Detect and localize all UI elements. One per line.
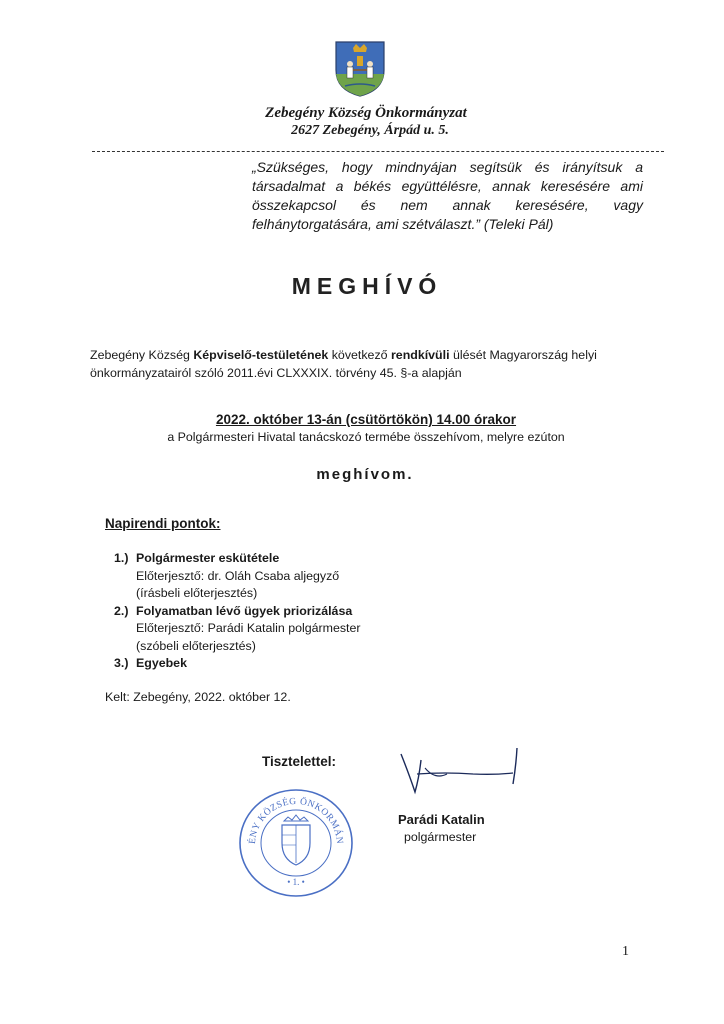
signer-title: polgármester [404, 830, 477, 844]
page-number: 1 [622, 944, 629, 959]
agenda-item-mode: (írásbeli előterjesztés) [136, 586, 258, 600]
closing-regards: Tisztelettel: [262, 754, 337, 769]
agenda-item-number: 3.) [114, 656, 129, 670]
header-divider [92, 151, 664, 152]
intro-paragraph [90, 346, 636, 382]
agenda-item [114, 550, 361, 603]
intro-text-2: következő [328, 348, 391, 362]
agenda-item [114, 655, 361, 673]
agenda-item-presenter: Előterjesztő: dr. Oláh Csaba aljegyző [136, 568, 340, 583]
motto-quote: „Szükséges, hogy mindnyájan segítsük és irányítsuk a társadalmat a békés együttélésre, annak keresésére ami összekapcsol és nem annak keresésére, vagy felhánytorgatására, ami szétválaszt.” (Teleki Pál) [252, 159, 643, 232]
municipal-coat-of-arms [333, 36, 387, 98]
intro-session-type: rendkívüli [390, 348, 450, 362]
invitation-word: meghívom. [316, 466, 414, 483]
agenda-heading: Napirendi pontok: [105, 516, 221, 531]
agenda-item [114, 603, 361, 656]
intro-text-3: ülését Magyarország helyi önkormányzatairól szóló 2011.évi CLXXXIX. törvény 45. §-a alapján [90, 348, 597, 380]
agenda-item-number: 1.) [114, 551, 129, 565]
agenda-item-title: Polgármester eskütétele [136, 551, 280, 565]
agenda-item-title: Folyamatban lévő ügyek priorizálása [136, 603, 353, 618]
stamp-number: • 1. • [287, 877, 305, 887]
intro-text-1: Zebegény Község [90, 348, 194, 362]
agenda-item-number: 2.) [114, 603, 129, 618]
meeting-venue: a Polgármesteri Hivatal tanácskozó termébe összehívom, melyre ezúton [167, 430, 565, 444]
official-stamp [235, 785, 357, 899]
handwritten-signature [395, 744, 535, 800]
agenda-item-presenter: Előterjesztő: Parádi Katalin polgármester [136, 621, 361, 635]
svg-text:ZEBEGÉNY KÖZSÉG ÖNKORMÁNYZATA [235, 785, 345, 845]
agenda-item-mode: (szóbeli előterjesztés) [136, 638, 256, 653]
organization-name: Zebegény Község Önkormányzat [265, 105, 467, 121]
stamp-ring-text: ÉNY KÖZSÉG ÖNKORMÁN [247, 796, 345, 845]
agenda-item-title: Egyebek [136, 656, 187, 670]
signer-name: Parádi Katalin [398, 812, 485, 827]
document-title: MEGHÍVÓ [291, 273, 443, 299]
intro-body-name: Képviselő-testületének [193, 348, 329, 362]
date-of-issue: Kelt: Zebegény, 2022. október 12. [105, 690, 291, 704]
agenda-list [114, 550, 361, 673]
meeting-date: 2022. október 13-án (csütörtökön) 14.00 órakor [215, 412, 517, 427]
organization-address: 2627 Zebegény, Árpád u. 5. [291, 123, 449, 138]
